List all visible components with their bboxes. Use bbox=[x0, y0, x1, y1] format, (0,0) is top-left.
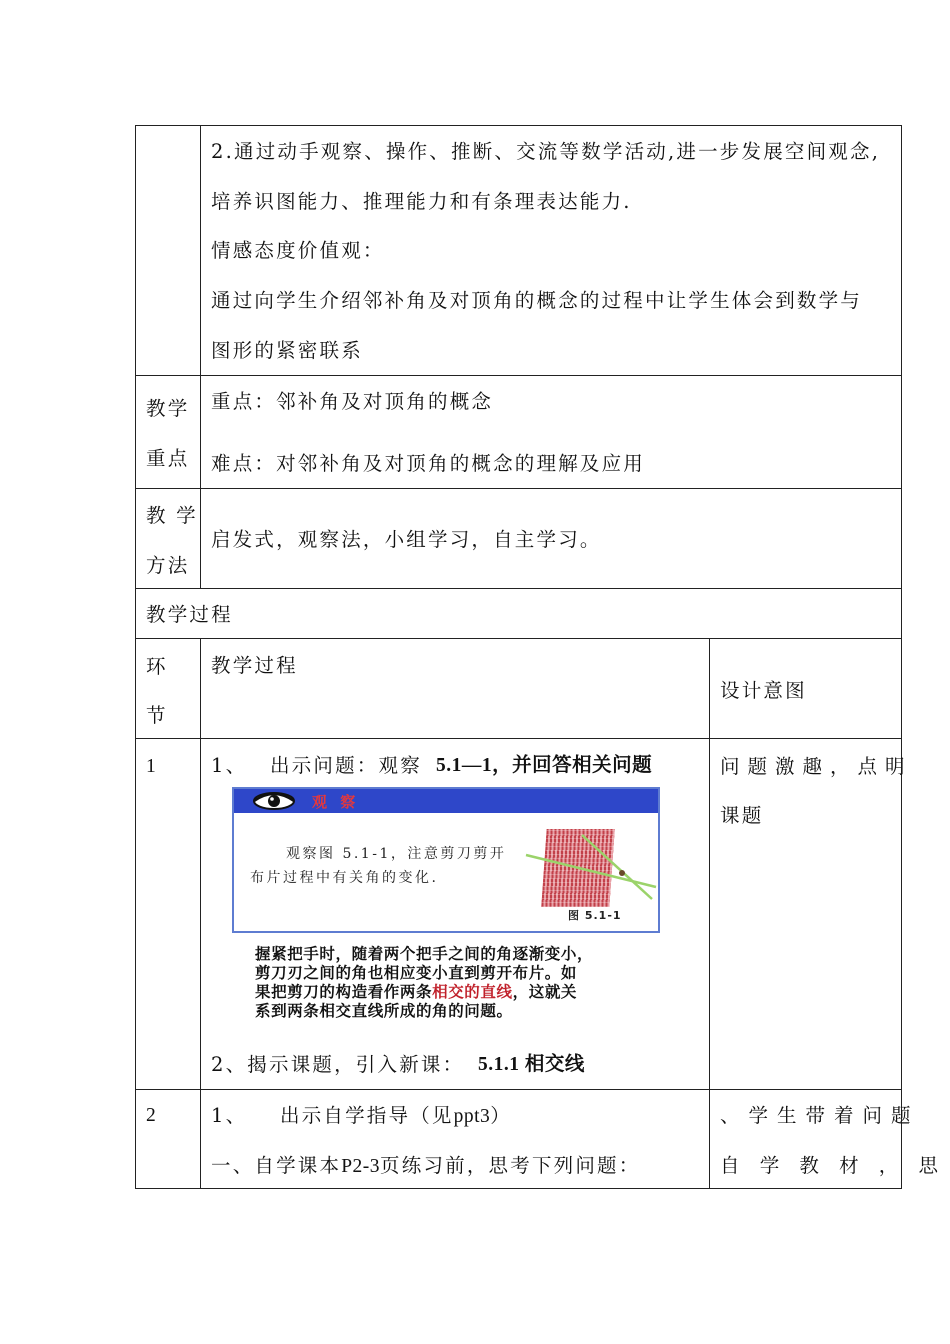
step1-item1-bold: 5.1—1，并回答相关问题 bbox=[436, 755, 653, 776]
slide-note-line bbox=[255, 983, 577, 1002]
process-title: 教学过程 bbox=[146, 603, 233, 626]
column-divider bbox=[200, 638, 201, 1189]
step2-item2-pages: P2-3 bbox=[341, 1156, 381, 1177]
step2-item1-text bbox=[280, 1103, 510, 1130]
methods-text: 启发式，观察法，小组学习，自主学习。 bbox=[211, 528, 602, 551]
step1-item2-bold: 5.1.1 相交线 bbox=[478, 1054, 585, 1075]
scissors-illustration bbox=[524, 829, 660, 905]
slide-note-line: 剪刀刃之间的角也相应变小直到剪开布片。如 bbox=[255, 964, 578, 982]
figure-label: 图 5.1-1 bbox=[568, 909, 622, 922]
table-border-right bbox=[901, 125, 902, 1189]
row-divider bbox=[135, 488, 902, 489]
key-point-focus: 重点：邻补角及对顶角的概念 bbox=[211, 390, 494, 413]
objective-line: 2.通过动手观察、操作、推断、交流等数学活动,进一步发展空间观念, bbox=[211, 140, 881, 163]
column-divider bbox=[200, 125, 201, 588]
eye-icon bbox=[252, 791, 308, 811]
objective-heading: 情感态度价值观： bbox=[211, 239, 385, 262]
step-number: 2 bbox=[146, 1105, 156, 1126]
key-points-label: 重点 bbox=[146, 447, 190, 470]
step1-intent: 课题 bbox=[720, 804, 764, 827]
step1-item2-text: 2、揭示课题，引入新课： bbox=[211, 1053, 465, 1076]
observation-slide bbox=[232, 787, 660, 933]
header-stage: 节 bbox=[146, 704, 168, 727]
step2-intent: 、学生带着问题 bbox=[720, 1104, 920, 1127]
row-divider bbox=[135, 738, 902, 739]
header-stage: 环 bbox=[146, 655, 168, 678]
note-text: 果把剪刀的构造看作两条 bbox=[255, 983, 433, 1001]
step-number: 1 bbox=[146, 756, 156, 777]
row-divider bbox=[135, 588, 902, 589]
step2-item1-main: 出示自学指导（见 bbox=[280, 1104, 454, 1127]
slide-text: 布片过程中有关角的变化. bbox=[250, 870, 439, 886]
table-border-top bbox=[135, 125, 902, 126]
methods-label: 方法 bbox=[146, 554, 190, 577]
step2-item1-ppt: ppt3） bbox=[453, 1106, 511, 1127]
step2-item2-b: 页练习前，思考下列问题： bbox=[380, 1154, 641, 1177]
header-intent: 设计意图 bbox=[720, 679, 807, 702]
step2-item1-prefix: 1、 bbox=[211, 1104, 248, 1127]
slide-note-line: 系到两条相交直线所成的角的问题。 bbox=[255, 1002, 513, 1020]
objective-line: 图形的紧密联系 bbox=[211, 339, 363, 362]
step2-item2-text bbox=[211, 1153, 640, 1180]
objective-line: 通过向学生介绍邻补角及对顶角的概念的过程中让学生体会到数学与 bbox=[211, 289, 863, 312]
row-divider bbox=[135, 638, 902, 639]
key-points-label: 教学 bbox=[146, 397, 190, 420]
note-text: ，这就关 bbox=[512, 983, 578, 1001]
step2-item2-a: 一、自学课本 bbox=[211, 1154, 342, 1177]
table-border-left bbox=[135, 125, 136, 1189]
methods-label: 教 学 bbox=[146, 504, 198, 527]
slide-header-title: 观 察 bbox=[312, 793, 360, 811]
slide-note-line: 握紧把手时，随着两个把手之间的角逐渐变小， bbox=[255, 945, 594, 963]
row-divider bbox=[135, 375, 902, 376]
slide-text: 观察图 5.1-1，注意剪刀剪开 bbox=[286, 846, 507, 862]
row-divider bbox=[135, 1089, 902, 1090]
objective-line: 培养识图能力、推理能力和有条理表达能力. bbox=[211, 190, 632, 213]
step2-intent: 自 学 教 材 ， 思 bbox=[720, 1154, 945, 1177]
key-point-difficulty: 难点：对邻补角及对顶角的概念的理解及应用 bbox=[211, 452, 646, 475]
note-highlight: 相交的直线 bbox=[432, 983, 513, 1001]
slide-header-bar bbox=[234, 789, 658, 813]
table-border-bottom bbox=[135, 1188, 902, 1189]
step1-item1-text: 出示问题：观察 bbox=[270, 754, 422, 777]
column-divider bbox=[709, 638, 710, 1189]
header-process: 教学过程 bbox=[211, 654, 298, 677]
step1-item1-prefix: 1、 bbox=[211, 754, 248, 777]
step1-intent: 问题激趣，点明 bbox=[720, 755, 913, 778]
